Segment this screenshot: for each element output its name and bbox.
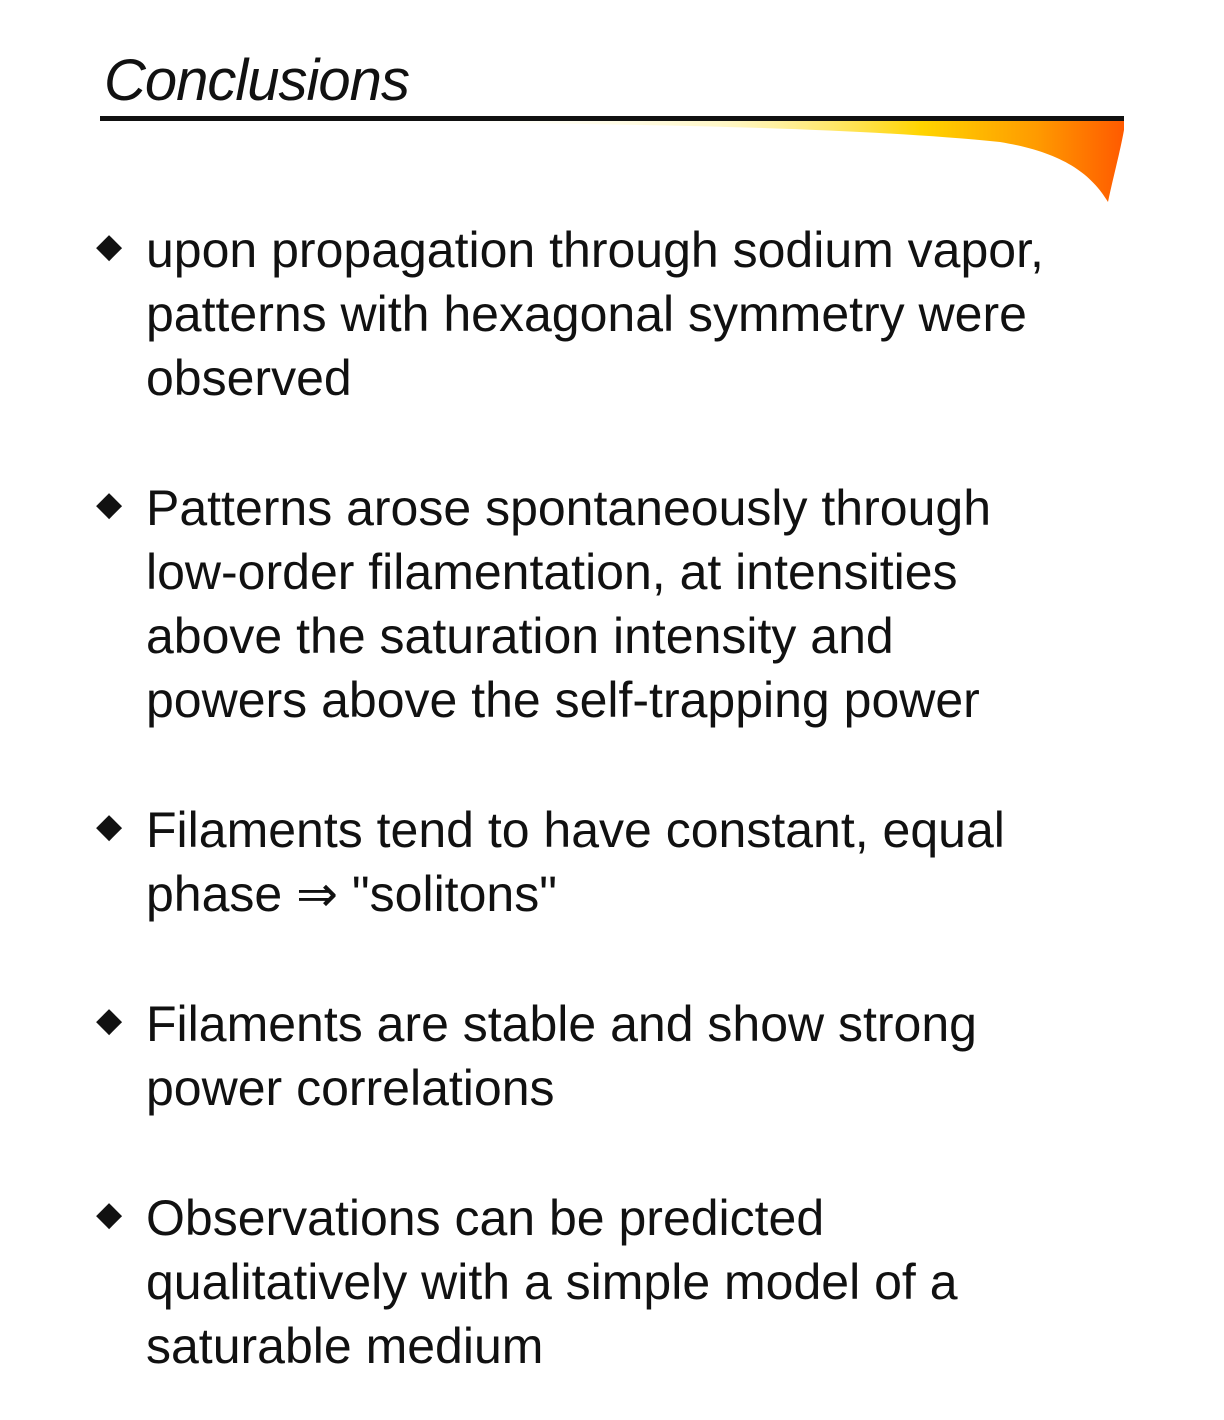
list-item-line: patterns with hexagonal symmetry were: [146, 286, 1027, 342]
diamond-icon: ◆: [96, 1001, 123, 1039]
conclusions-list: [96, 218, 1156, 1378]
list-item-line: phase ⇒ "solitons": [146, 866, 557, 922]
diamond-icon: ◆: [96, 807, 123, 845]
list-item-line: Filaments are stable and show strong: [146, 996, 977, 1052]
diamond-icon: ◆: [96, 485, 123, 523]
list-item: [96, 992, 1156, 1120]
list-item: [96, 218, 1156, 410]
slide-title: Conclusions: [104, 48, 409, 113]
list-item-line: observed: [146, 350, 352, 406]
list-item: [96, 476, 1156, 732]
list-item: [96, 1186, 1156, 1378]
list-item-line: power correlations: [146, 1060, 555, 1116]
diamond-icon: ◆: [96, 227, 123, 265]
list-item-line: above the saturation intensity and: [146, 608, 894, 664]
list-item-line: saturable medium: [146, 1318, 544, 1374]
list-item-line: Observations can be predicted: [146, 1190, 825, 1246]
list-item-line: qualitatively with a simple model of a: [146, 1254, 958, 1310]
list-item-line: upon propagation through sodium vapor,: [146, 222, 1044, 278]
list-item-line: Patterns arose spontaneously through: [146, 480, 991, 536]
title-underline-swoosh: [100, 112, 1126, 208]
list-item: [96, 798, 1156, 926]
list-item-line: Filaments tend to have constant, equal: [146, 802, 1005, 858]
list-item-line: low-order filamentation, at intensities: [146, 544, 958, 600]
diamond-icon: ◆: [96, 1195, 123, 1233]
list-item-line: powers above the self-trapping power: [146, 672, 980, 728]
